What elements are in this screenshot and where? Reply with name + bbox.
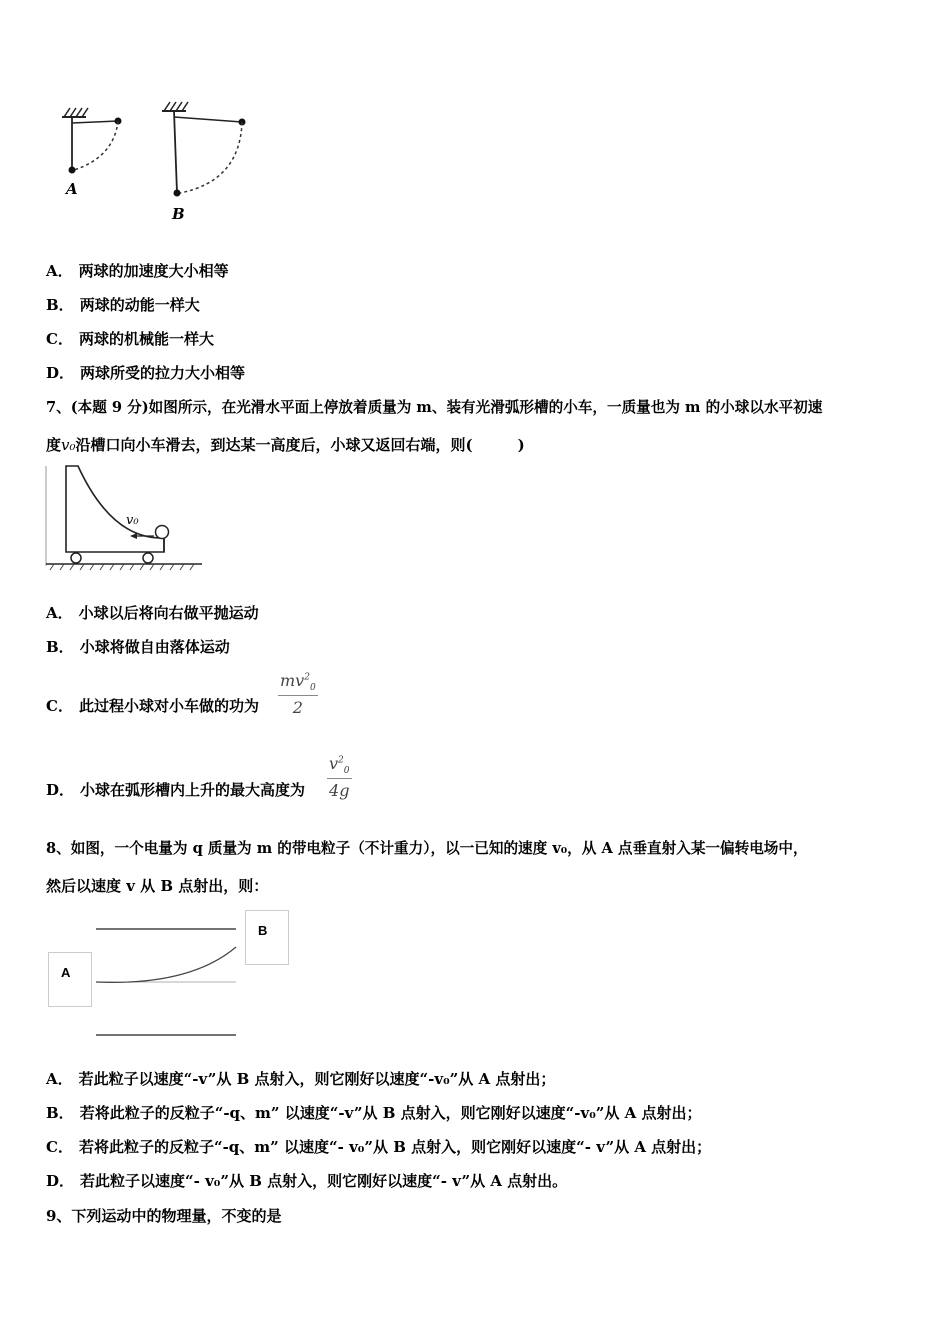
q8-option-c: C． 若将此粒子的反粒子“-q、m” 以速度“- v₀”从 B 点射入，则它刚好以速度“- v”从 A 点射出； <box>46 1138 712 1156</box>
q7-option-d: D． 小球在弧形槽内上升的最大高度为 <box>46 781 306 799</box>
q7-stem-line1: 7、(本题 9 分)如图所示，在光滑水平面上停放着质量为 m、装有光滑弧形槽的小车，一质量也为 m 的小球以水平初速 <box>46 399 823 416</box>
cart-velocity-label: v₀ <box>126 513 139 528</box>
q7-option-b: B． 小球将做自由落体运动 <box>46 638 230 656</box>
pendulum-figure <box>50 95 270 235</box>
point-b-label: B <box>245 910 289 965</box>
q8-option-b: B． 若将此粒子的反粒子“-q、m” 以速度“-v”从 B 点射入，则它刚好以速度“-v₀”从 A 点射出； <box>46 1104 702 1122</box>
q7-option-a: A． 小球以后将向右做平抛运动 <box>46 604 259 622</box>
q7-option-c: C． 此过程小球对小车做的功为 <box>46 697 259 715</box>
q6-option-c: C． 两球的机械能一样大 <box>46 330 214 348</box>
point-a-label: A <box>48 952 92 1007</box>
pendulum-label-a: A <box>66 180 78 198</box>
q6-option-a: A． 两球的加速度大小相等 <box>46 262 229 280</box>
q6-option-b: B． 两球的动能一样大 <box>46 296 200 314</box>
q9-stem: 9、下列运动中的物理量，不变的是 <box>46 1207 282 1225</box>
deflection-field-figure <box>90 920 250 1040</box>
q8-stem-line1: 8、如图，一个电量为 q 质量为 m 的带电粒子（不计重力），以一已知的速度 v₀，从 A 点垂直射入某一偏转电场中， <box>46 840 808 857</box>
q7-stem-line2: 度v₀沿槽口向小车滑去，到达某一高度后，小球又返回右端，则( ) <box>46 436 525 454</box>
q8-option-a: A． 若此粒子以速度“-v”从 B 点射入，则它刚好以速度“-v₀”从 A 点射出； <box>46 1070 556 1088</box>
q7-option-d-fraction: $\frac{v^2_0}{4g}$ <box>329 754 350 801</box>
q7-option-c-fraction: $\frac{mv^2_0}{2}$ <box>280 671 316 718</box>
q6-option-d: D． 两球所受的拉力大小相等 <box>46 364 246 382</box>
q8-stem-line2: 然后以速度 v 从 B 点射出，则： <box>46 877 269 895</box>
q8-option-d: D． 若此粒子以速度“- v₀”从 B 点射入，则它刚好以速度“- v”从 A 点射出。 <box>46 1172 568 1190</box>
pendulum-label-b: B <box>172 205 185 223</box>
